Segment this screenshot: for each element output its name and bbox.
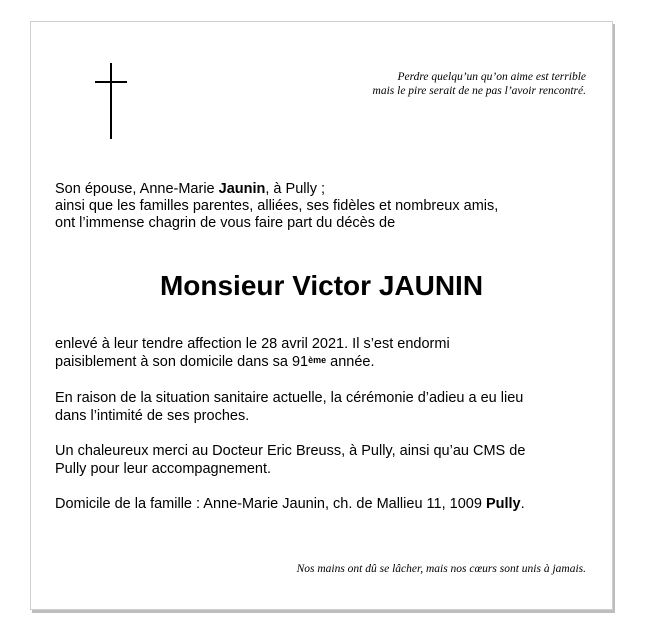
paragraph-1-line-2 bbox=[55, 354, 595, 372]
intro-line-3: ont l’immense chagrin de vous faire part du décès de bbox=[55, 215, 396, 231]
epigraph-line-2: mais le pire serait de ne pas l’avoir rencontré. bbox=[372, 85, 586, 97]
intro-line-1 bbox=[55, 181, 585, 198]
cross-vertical-bar bbox=[110, 63, 112, 139]
paragraph-2-line-2: dans l’intimité de ses proches. bbox=[55, 407, 250, 424]
family-address-town: Pully bbox=[485, 496, 521, 512]
paragraph-4-line bbox=[55, 496, 595, 514]
closing-quote: Nos mains ont dû se lâcher, mais nos cœurs sont unis à jamais. bbox=[296, 563, 586, 575]
cross-horizontal-bar bbox=[95, 81, 127, 83]
paragraph-1-line-2-end: année. bbox=[326, 353, 375, 370]
paragraph-family-address bbox=[55, 496, 595, 514]
paragraph-3-line-1: Un chaleureux merci au Docteur Eric Breuss, à Pully, ainsi qu’au CMS de bbox=[55, 443, 526, 459]
epigraph-line-1: Perdre quelqu’un qu’on aime est terrible bbox=[397, 71, 586, 83]
announcement-intro bbox=[55, 181, 585, 232]
paragraph-thanks bbox=[55, 443, 595, 478]
obituary-card bbox=[30, 21, 613, 610]
family-address-end: . bbox=[520, 496, 525, 512]
spouse-surname: Jaunin bbox=[218, 181, 266, 197]
intro-line-1-text: Son épouse, Anne-Marie bbox=[55, 181, 219, 197]
latin-cross-icon bbox=[95, 63, 129, 139]
ordinal-suffix: ème bbox=[308, 354, 327, 365]
deceased-name: Monsieur Victor JAUNIN bbox=[159, 270, 484, 301]
epigraph-quote bbox=[286, 70, 586, 98]
paragraph-1-line-2-text: paisiblement à son domicile dans sa 91 bbox=[55, 353, 309, 370]
paragraph-death-notice bbox=[55, 336, 595, 371]
family-address-text: Domicile de la famille : Anne-Marie Jaunin, ch. de Mallieu 11, 1009 bbox=[55, 496, 486, 512]
intro-line-2: ainsi que les familles parentes, alliées, ses fidèles et nombreux amis, bbox=[55, 198, 499, 214]
paragraph-1-line-1: enlevé à leur tendre affection le 28 avril 2021. Il s’est endormi bbox=[55, 336, 450, 352]
intro-line-1-end: , à Pully ; bbox=[265, 181, 326, 197]
paragraph-3-line-2: Pully pour leur accompagnement. bbox=[55, 460, 272, 477]
paragraph-ceremony bbox=[55, 390, 595, 425]
paragraph-2-line-1: En raison de la situation sanitaire actuelle, la cérémonie d’adieu a eu lieu bbox=[55, 390, 524, 406]
